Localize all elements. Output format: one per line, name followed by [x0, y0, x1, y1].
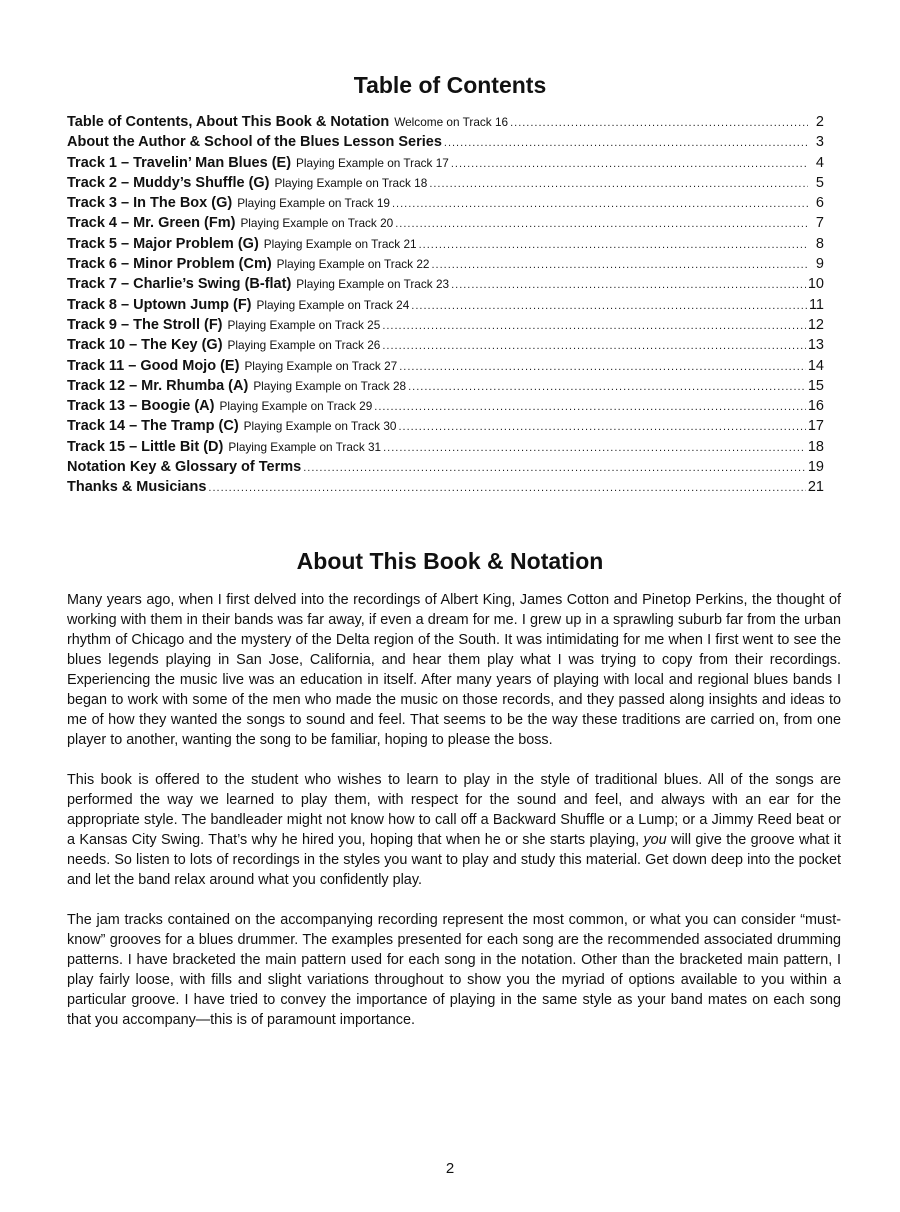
toc-entry [67, 276, 824, 296]
toc-entry [67, 114, 824, 134]
toc-entry-page: 2 [815, 114, 824, 130]
toc-dot-leader [411, 300, 807, 312]
toc-entry-page: 13 [807, 337, 824, 354]
about-title: About This Book & Notation [296, 548, 604, 574]
toc-list [67, 114, 824, 500]
toc-entry [67, 297, 824, 317]
toc-entry-track-note: Playing Example on Track 17 [296, 155, 449, 170]
toc-entry [67, 215, 824, 235]
toc-entry-track-note: Playing Example on Track 22 [276, 257, 430, 272]
toc-entry-title: Track 2 – Muddy’s Shuffle (G) [67, 174, 270, 191]
toc-entry [67, 155, 824, 175]
toc-dot-leader [510, 117, 808, 129]
toc-entry-title: Track 4 – Mr. Green (Fm) [67, 215, 236, 232]
toc-entry-track-note: Playing Example on Track 21 [263, 236, 417, 251]
toc-entry [67, 398, 824, 418]
toc-entry [67, 256, 824, 276]
toc-entry [67, 236, 824, 256]
toc-entry-page: 15 [807, 377, 824, 394]
toc-dot-leader [399, 361, 806, 373]
toc-entry-title: Track 14 – The Tramp (C) [67, 418, 239, 435]
toc-entry-page: 18 [807, 438, 824, 455]
toc-entry [67, 175, 824, 195]
toc-entry [67, 337, 824, 357]
toc-dot-leader [208, 482, 805, 494]
toc-entry-page: 4 [815, 154, 824, 171]
toc-dot-leader [429, 178, 808, 190]
toc-dot-leader [444, 137, 808, 149]
about-paragraph-2 [67, 770, 841, 890]
toc-entry-page: 9 [815, 256, 824, 273]
toc-entry-page: 14 [807, 357, 824, 374]
toc-entry-track-note: Playing Example on Track 28 [253, 378, 407, 393]
toc-entry-track-note: Playing Example on Track 23 [296, 277, 450, 292]
toc-entry-title: Track 8 – Uptown Jump (F) [67, 296, 252, 313]
toc-title: Table of Contents [353, 72, 547, 98]
toc-entry-track-note: Playing Example on Track 24 [256, 297, 410, 312]
toc-entry-track-note: Playing Example on Track 25 [227, 317, 381, 332]
toc-entry-title: Track 6 – Minor Problem (Cm) [67, 256, 272, 273]
toc-entry-page: 17 [807, 418, 824, 435]
toc-entry-page: 8 [815, 235, 824, 252]
toc-entry-title: Track 7 – Charlie’s Swing (B-flat) [67, 276, 292, 293]
toc-dot-leader [383, 442, 806, 454]
toc-entry [67, 134, 824, 154]
toc-entry-title: Track 12 – Mr. Rhumba (A) [67, 377, 249, 394]
about-paragraph-1: Many years ago, when I first delved into the recordings of Albert King, James Cotton and Pinetop Perkins, the thought of working with them in their bands was far away, if even a dream for me. I grew up in a sprawling suburb far from the urban rhythm of Chicago and the mystery of the Delta region of the South. It was intimidating for me when I first went to see the blues legends playing in San Jose, California, and hear them play what I was trying to copy from their recordings. Experiencing the music live was an education in itself. After many years of playing with local and regional blues bands I began to work with some of the men who made the music on those records, and they passed along insights and ideas to me of how they wanted the songs to sound and feel. That seems to be the way these traditions are carried on, from one player to another, wanting the song to be familiar, hoping to please the boss. [67, 592, 841, 748]
toc-dot-leader [382, 340, 806, 352]
toc-entry-title: Track 15 – Little Bit (D) [67, 438, 224, 455]
toc-entry-track-note: Playing Example on Track 29 [219, 399, 373, 414]
toc-entry [67, 195, 824, 215]
toc-entry-title: Track 11 – Good Mojo (E) [67, 357, 240, 374]
toc-entry [67, 418, 824, 438]
toc-entry-title: About the Author & School of the Blues Lesson Series [67, 134, 442, 151]
toc-entry [67, 439, 824, 459]
toc-entry-page: 7 [815, 215, 824, 232]
about-paragraph-3: The jam tracks contained on the accompanying recording represent the most common, or what you can consider “must-know” grooves for a blues drummer. The examples presented for each song are the recommended associated drumming patterns. I have bracketed the main pattern used for each song in the notation. Other than the bracketed main pattern, I play fairly loose, with fills and slight variations throughout to show you the myriad of options available to you within a particular groove. I have tried to convey the importance of playing in the same style as your band mates on each song that you accompany—this is of paramount importance. [67, 912, 841, 1028]
toc-entry-title: Track 9 – The Stroll (F) [67, 316, 223, 333]
about-body [67, 590, 841, 1050]
toc-entry-page: 12 [807, 316, 824, 333]
toc-dot-leader [451, 158, 808, 170]
toc-entry-title: Track 3 – In The Box (G) [67, 195, 233, 212]
toc-entry-title: Track 1 – Travelin’ Man Blues (E) [67, 154, 292, 171]
toc-entry-page: 3 [815, 134, 824, 151]
toc-entry-page: 6 [815, 195, 824, 212]
toc-entry-track-note: Playing Example on Track 18 [274, 175, 428, 190]
toc-dot-leader [392, 198, 808, 210]
toc-entry-title: Track 13 – Boogie (A) [67, 398, 215, 415]
toc-entry-track-note: Playing Example on Track 30 [243, 419, 397, 434]
toc-dot-leader [382, 320, 806, 332]
toc-dot-leader [408, 381, 806, 393]
toc-entry-track-note: Playing Example on Track 27 [244, 358, 398, 373]
toc-dot-leader [374, 401, 806, 413]
toc-entry-title: Track 5 – Major Problem (G) [67, 235, 259, 252]
toc-dot-leader [431, 259, 808, 271]
toc-entry-track-note: Welcome on Track 16 [394, 115, 509, 129]
toc-entry-title: Notation Key & Glossary of Terms [67, 459, 302, 476]
toc-entry [67, 479, 824, 499]
toc-entry-track-note: Playing Example on Track 31 [228, 439, 382, 454]
about-paragraph-2-text-b: will give the groove what it needs. So listen to lots of recordings in the styles you want to play and study this material. Get down deep into the pocket and let the band relax around what you confidently play. [67, 832, 841, 888]
page-number: 2 [445, 1160, 455, 1177]
toc-entry-page: 5 [815, 174, 824, 191]
about-paragraph-2-emphasis: you [643, 832, 667, 848]
toc-entry-title: Table of Contents, About This Book & Notation [67, 114, 390, 130]
toc-dot-leader [398, 421, 805, 433]
toc-entry-page: 19 [807, 459, 824, 476]
toc-entry-track-note: Playing Example on Track 20 [240, 216, 394, 231]
toc-entry-page: 11 [808, 296, 824, 313]
about-paragraph-2-text-a: This book is offered to the student who wishes to learn to play in the style of traditional blues. All of the songs are performed the way we learned to play them, with respect for the sound and feel, and always with an ear for the appropriate style. The bandleader might not know how to call off a Backward Shuffle or a Lump; or a Jimmy Reed beat or a Kansas City Swing. That’s why he hired you, hoping that when he or she starts playing, [67, 772, 841, 848]
toc-entry-page: 10 [807, 276, 824, 293]
toc-entry-title: Thanks & Musicians [67, 479, 207, 496]
toc-dot-leader [395, 218, 808, 230]
toc-entry-track-note: Playing Example on Track 26 [227, 338, 381, 353]
toc-entry [67, 459, 824, 479]
toc-entry [67, 317, 824, 337]
toc-entry-title: Track 10 – The Key (G) [67, 337, 223, 354]
toc-entry [67, 358, 824, 378]
toc-entry-page: 21 [807, 479, 824, 496]
toc-dot-leader [419, 239, 808, 251]
toc-dot-leader [303, 462, 806, 474]
toc-entry-page: 16 [807, 398, 824, 415]
toc-entry-track-note: Playing Example on Track 19 [237, 196, 390, 211]
toc-entry [67, 378, 824, 398]
toc-dot-leader [451, 279, 806, 291]
